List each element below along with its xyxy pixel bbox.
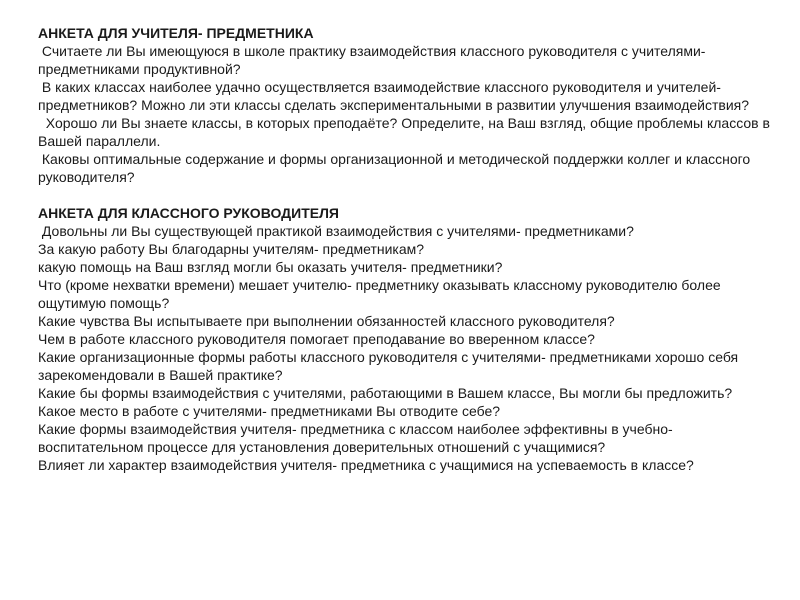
question-item: Чем в работе классного руководителя помогает преподавание во вверенном классе? [38, 331, 595, 347]
document-page [38, 24, 773, 474]
question-item: Что (кроме нехватки времени) мешает учителю- предметнику оказывать классному руководителю более ощутимую помощь? [38, 277, 725, 311]
question-item: какую помощь на Ваш взгляд могли бы оказать учителя- предметники? [38, 259, 503, 275]
question-item: Довольны ли Вы существующей практикой взаимодействия с учителями- предметниками? [38, 223, 634, 239]
question-item: Какое место в работе с учителями- предметниками Вы отводите себе? [38, 403, 501, 419]
question-item: Какие чувства Вы испытываете при выполнении обязанностей классного руководителя? [38, 313, 615, 329]
question-item: Влияет ли характер взаимодействия учителя- предметника с учащимися на успеваемость в классе? [38, 457, 694, 473]
section-title: АНКЕТА ДЛЯ КЛАССНОГО РУКОВОДИТЕЛЯ [38, 205, 339, 221]
question-item: Какие организационные формы работы классного руководителя с учителями- предметниками хорошо себя зарекомендовали в Вашей практике? [38, 349, 743, 383]
class-teacher-questionnaire [38, 204, 773, 474]
subject-teacher-questionnaire [38, 24, 773, 186]
question-item: Какие бы формы взаимодействия с учителями, работающими в Вашем классе, Вы могли бы предложить? [38, 385, 733, 401]
question-item: Хорошо ли Вы знаете классы, в которых преподаёте? Определите, на Ваш взгляд, общие проблемы классов в Вашей параллели. [38, 115, 774, 149]
question-item: Каковы оптимальные содержание и формы организационной и методической поддержки коллег и классного руководителя? [38, 151, 755, 185]
question-item: Какие формы взаимодействия учителя- предметника с классом наиболее эффективны в учебно-воспитательном процессе для установления доверительных отношений с учащимися? [38, 421, 673, 455]
question-item: В каких классах наиболее удачно осуществляется взаимодействие классного руководителя и учителей- предметников? Можно ли эти классы сделать экспериментальными в развитии улучшения взаимодействия? [38, 79, 750, 113]
section-title: АНКЕТА ДЛЯ УЧИТЕЛЯ- ПРЕДМЕТНИКА [38, 25, 314, 41]
question-item: Считаете ли Вы имеющуюся в школе практику взаимодействия классного руководителя с учителями- предметниками продуктивной? [38, 43, 710, 77]
question-item: За какую работу Вы благодарны учителям- предметникам? [38, 241, 425, 257]
